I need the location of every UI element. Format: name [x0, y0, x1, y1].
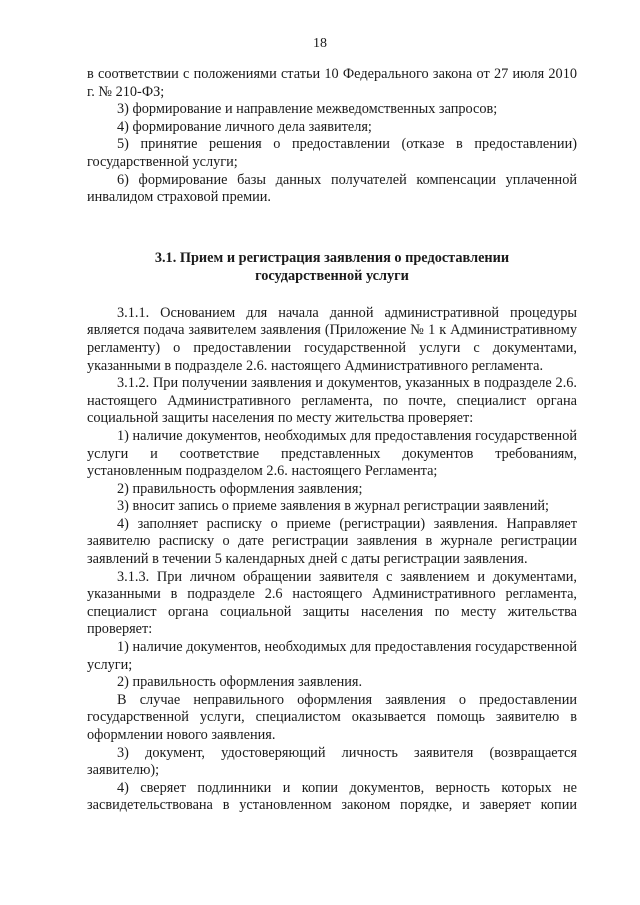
list-item: 4) сверяет подлинники и копии документов, верность которых не засвидетельствована в установленном законом порядке, и заверяет копии	[87, 779, 577, 814]
list-item: 3) вносит запись о приеме заявления в журнал регистрации заявлений;	[117, 498, 549, 515]
list-item: 4) заполняет расписку о приеме (регистрации) заявления. Направляет заявителю расписку о дате регистрации заявления в журнале регистрации заявлений в течении 5 календарных дней с даты регистрации заявления.	[87, 515, 577, 568]
list-item: 4) формирование личного дела заявителя;	[117, 118, 372, 135]
paragraph: в соответствии с положениями статьи 10 Федерального закона от 27 июля 2010 г. № 210-ФЗ;	[87, 66, 577, 100]
list-item: 6) формирование базы данных получателей компенсации уплаченной инвалидом страховой премии.	[87, 171, 577, 206]
section-heading	[87, 249, 577, 285]
section-heading-line: государственной услуги	[255, 267, 409, 284]
list-item: 5) принятие решения о предоставлении (отказе в предоставлении) государственной услуги;	[87, 136, 577, 170]
list-item: 1) наличие документов, необходимых для предоставления государственной услуги;	[87, 639, 577, 673]
list-item: 2) правильность оформления заявления.	[117, 674, 363, 691]
paragraph: 3.1.3. При личном обращении заявителя с заявлением и документами, указанными в подразделе 2.6 настоящего Административного регламента, специалист органа социальной защиты населения по месту жительства проверяет:	[87, 568, 577, 638]
paragraph: 3.1.2. При получении заявления и документов, указанных в подразделе 2.6. настоящего Административного регламента, по почте, специалист органа социальной защиты населения по месту жительства проверяет:	[87, 375, 577, 427]
list-item: 3) формирование и направление межведомственных запросов;	[117, 101, 498, 118]
page-number: 18	[313, 36, 327, 51]
section-heading-line: 3.1. Прием и регистрация заявления о предоставлении	[154, 249, 510, 266]
document-body	[87, 66, 577, 815]
list-item: 3) документ, удостоверяющий личность заявителя (возвращается заявителю);	[87, 744, 577, 779]
list-item: 1) наличие документов, необходимых для предоставления государственной услуги и соответствие представленных документов требованиям, установленным подразделом 2.6. настоящего Регламента;	[87, 427, 577, 480]
list-item: 2) правильность оформления заявления;	[117, 480, 363, 497]
paragraph: 3.1.1. Основанием для начала данной административной процедуры является подача заявителем заявления (Приложение № 1 к Административному регламенту) о предоставлении государственной услуги с документами, указанными в подразделе 2.6. настоящего Административного регламента.	[87, 304, 577, 374]
paragraph: В случае неправильного оформления заявления о предоставлении государственной услуги, специалистом оказывается помощь заявителю в оформлении нового заявления.	[87, 691, 577, 743]
